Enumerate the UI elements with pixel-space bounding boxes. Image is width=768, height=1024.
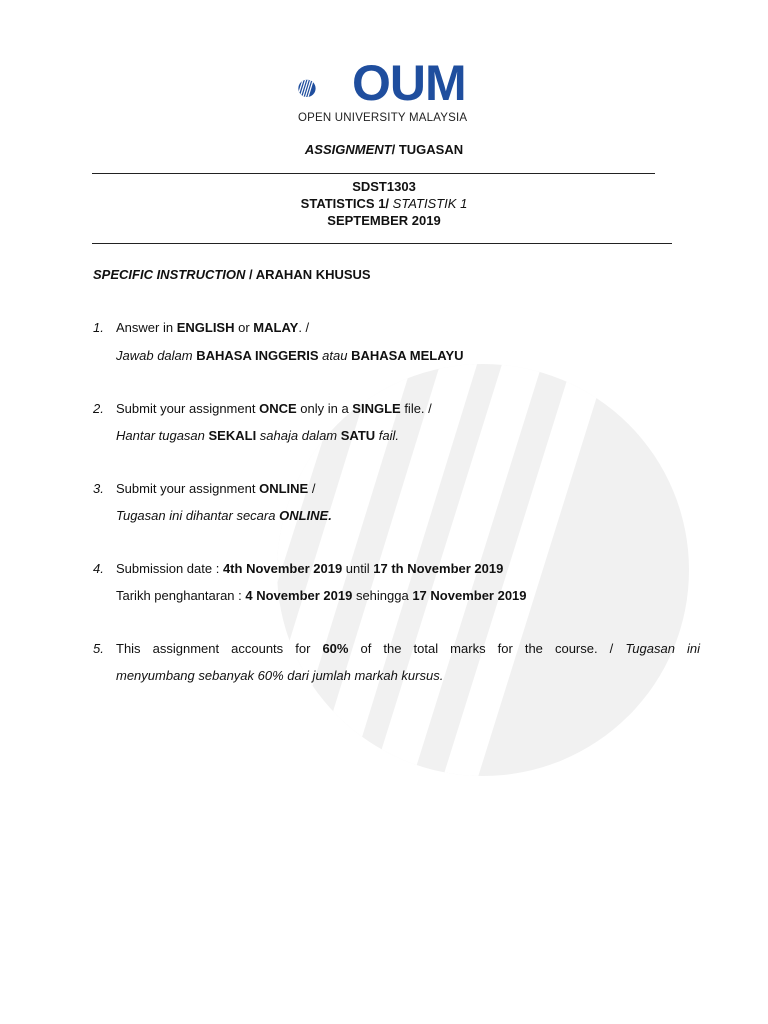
text-run: Submit your assignment [116, 481, 260, 496]
text-run-bold: SATU [340, 428, 376, 443]
item-line-en [116, 641, 700, 656]
text-run: fail. [375, 428, 400, 443]
course-title-en: STATISTICS 1/ [300, 196, 393, 211]
text-run: or [234, 320, 254, 335]
item-line-ms [116, 668, 443, 683]
item-line-en [116, 561, 503, 576]
text-run: Tarikh penghantaran : [116, 588, 246, 603]
instructions-heading [93, 267, 371, 282]
logo-subtitle: OPEN UNIVERSITY MALAYSIA [298, 112, 468, 124]
text-run: until [342, 561, 374, 576]
text-run: Answer in [116, 320, 177, 335]
item-line-en [116, 401, 432, 416]
text-run-bold: SINGLE [352, 401, 401, 416]
text-run: atau [318, 348, 352, 363]
text-run-bold: BAHASA MELAYU [351, 348, 464, 363]
assignment-title [0, 142, 768, 157]
instructions-heading-ms: ARAHAN KHUSUS [255, 267, 371, 282]
item-line-ms [116, 428, 399, 443]
course-title-ms: STATISTIK 1 [392, 196, 468, 211]
assignment-title-sep: / [391, 142, 399, 157]
item-number: 5. [93, 641, 104, 656]
text-run-bold: ENGLISH [176, 320, 235, 335]
logo-wordmark: OUM [352, 55, 466, 111]
instructions-heading-en: SPECIFIC INSTRUCTION [93, 267, 246, 282]
text-run: file. / [400, 401, 432, 416]
item-line-en [116, 320, 309, 335]
text-run-bold: SEKALI [208, 428, 257, 443]
text-run-bold: 4 November 2019 [245, 588, 353, 603]
text-run-bold: BAHASA INGGERIS [196, 348, 319, 363]
item-line-ms [116, 508, 332, 523]
text-run-bold: ONCE [259, 401, 297, 416]
text-run: Submission date : [116, 561, 223, 576]
text-run-bold: ONLINE [259, 481, 309, 496]
text-run: sehingga [352, 588, 413, 603]
item-line-en [116, 481, 315, 496]
oum-logo-icon [298, 62, 354, 118]
text-run-bold: 17 th November 2019 [373, 561, 504, 576]
text-run-bold: 60% [322, 641, 349, 656]
course-title [0, 196, 768, 211]
text-run-bold: ONLINE. [279, 508, 332, 523]
text-run-bold: 4th November 2019 [222, 561, 343, 576]
divider-bottom [92, 243, 672, 244]
text-run: menyumbang sebanyak 60% dari jumlah markah kursus. [116, 668, 444, 683]
item-number: 3. [93, 481, 104, 496]
course-code: SDST1303 [352, 179, 416, 194]
text-run: Hantar tugasan [116, 428, 209, 443]
text-run: Tugasan ini dihantar secara [116, 508, 280, 523]
item-number: 1. [93, 320, 104, 335]
text-run: This assignment accounts for [116, 641, 323, 656]
divider-top [92, 173, 655, 174]
item-number: 4. [93, 561, 104, 576]
semester: SEPTEMBER 2019 [327, 213, 441, 228]
text-run: . / [298, 320, 310, 335]
text-run: / [308, 481, 316, 496]
instructions-heading-sep: / [245, 267, 256, 282]
text-run: of the total marks for the course. / [348, 641, 626, 656]
assignment-title-ms: TUGASAN [398, 142, 464, 157]
item-line-ms [116, 588, 527, 603]
text-run: sahaja dalam [256, 428, 341, 443]
text-run-bold: 17 November 2019 [412, 588, 527, 603]
item-line-ms [116, 348, 464, 363]
text-run: only in a [296, 401, 353, 416]
text-run-bold: MALAY [253, 320, 299, 335]
text-run: Jawab dalam [116, 348, 197, 363]
text-run-italic: Tugasan ini [625, 641, 700, 656]
text-run: Submit your assignment [116, 401, 260, 416]
assignment-title-en: ASSIGNMENT [304, 142, 392, 157]
item-number: 2. [93, 401, 104, 416]
